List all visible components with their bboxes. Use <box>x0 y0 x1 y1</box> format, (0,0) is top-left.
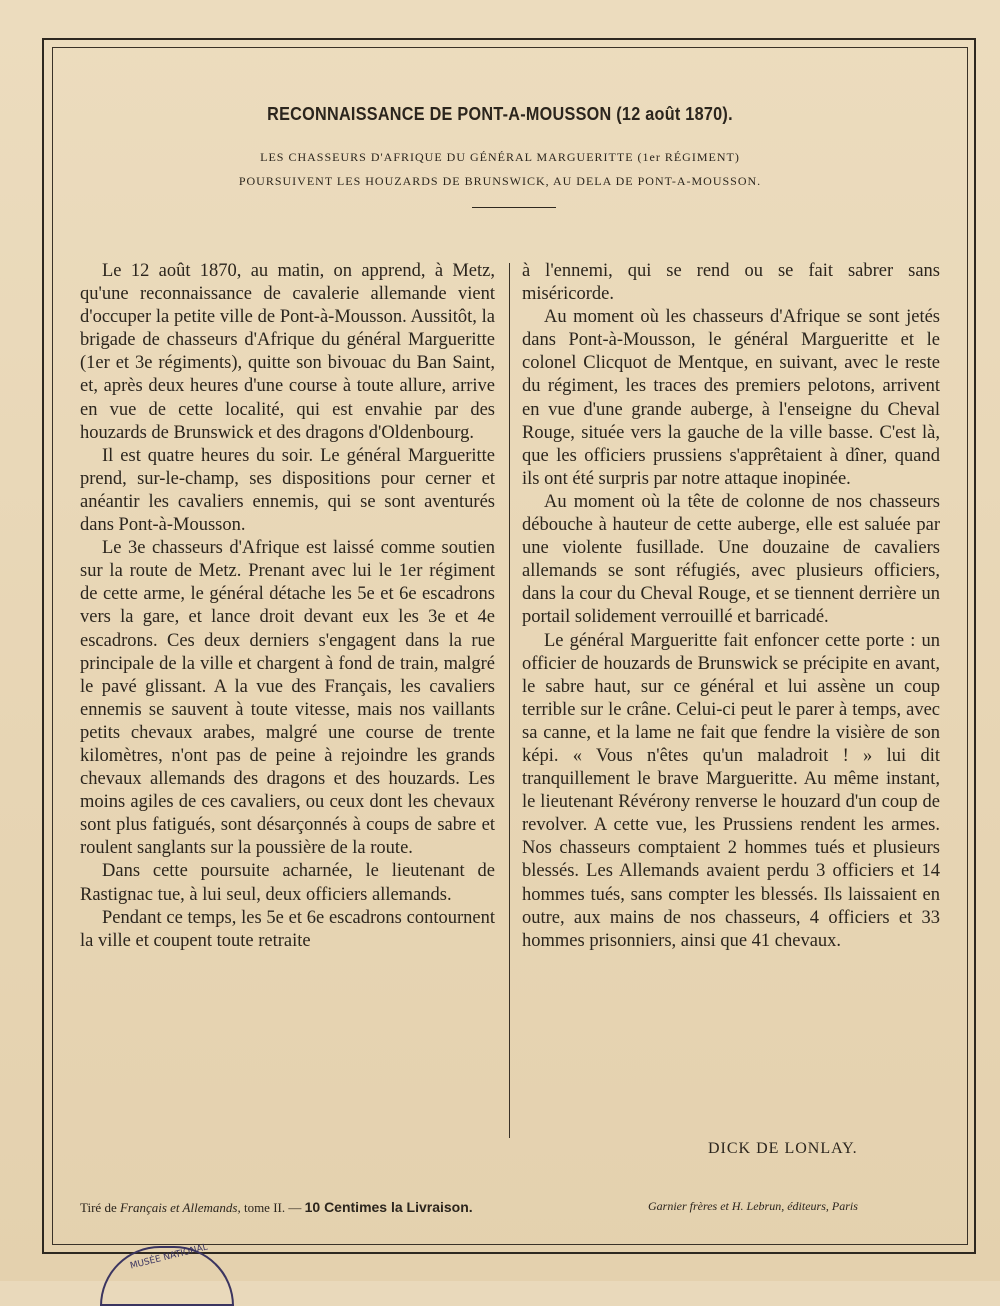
page-title: RECONNAISSANCE DE PONT-A-MOUSSON (12 août 1870). <box>267 104 733 124</box>
paragraph: Le général Margueritte fait enfoncer cette porte : un officier de houzards de Brunswick se précipite en avant, le sabre haut, sur ce général et lui assène un coup terrible sur le crâne. Celui-ci peut le parer à temps, avec sa canne, et la lame ne fait que fendre la visière de son képi. « Vous n'êtes qu'un maladroit ! » lui dit tranquillement le brave Margueritte. Au même instant, le lieutenant Révérony renverse le houzard d'un coup de revolver. A cette vue, les Prussiens rendent les armes. Nos chasseurs comptaient 2 hommes tués et plusieurs blessés. Les Allemands avaient perdu 3 officiers et 14 hommes tués, sans compter les blessés. Ils laissaient en outre, aux mains de nos chasseurs, 4 officiers et 33 hommes prisonniers, ainsi que 41 chevaux. <box>522 630 940 951</box>
paragraph: Le 12 août 1870, au matin, on apprend, à Metz, qu'une reconnaissance de cavalerie allemande vient d'occuper la petite ville de Pont-à-Mousson. Aussitôt, la brigade de chasseurs d'Afrique du général Margueritte (1er et 3e régiments), quitte son bivouac du Ban Saint, et, après deux heures d'une course à toute allure, arrive en vue de cette localité, qui est envahie par des houzards de Brunswick et des dragons d'Oldenbourg. <box>80 261 495 443</box>
footer-source <box>80 1199 473 1216</box>
paragraph: Le 3e chasseurs d'Afrique est laissé comme soutien sur la route de Metz. Prenant avec lui le 1er régiment de cette arme, le général détache les 5e et 6e escadrons vers la gare, et lance droit devant eux les 3e et 4e escadrons. Ces deux derniers s'engagent dans la rue principale de la ville et chargent à fond de train, malgré le pavé glissant. A la vue des Français, les cavaliers ennemis se sauvent à toute vitesse, mais nos vaillants petits chevaux arabes, malgré une course de trente kilomètres, n'ont pas de peine à rejoindre les grands chevaux allemands des dragons et des houzards. Les moins agiles de ces cavaliers, ou ceux dont les chevaux sont plus fatigués, sont désarçonnés à coups de sabre et roulent sanglants sur la poussière de la route. <box>80 538 495 859</box>
paragraph: Au moment où les chasseurs d'Afrique se sont jetés dans Pont-à-Mousson, le général Margueritte et le colonel Clicquot de Mentque, en suivant, avec le reste du régiment, les traces des premiers pelotons, arrivent en vue d'une grande auberge, à l'enseigne du Cheval Rouge, située vers la gauche de la ville basse. C'est là, que les officiers prussiens s'apprêtaient à dîner, quand ils ont été surpris par notre attaque inopinée. <box>522 307 940 489</box>
paragraph: Pendant ce temps, les 5e et 6e escadrons contournent la ville et coupent toute retraite <box>80 907 495 951</box>
author-signature: DICK DE LONLAY. <box>708 1140 858 1157</box>
footer-source-volume: tome II. — <box>243 1200 302 1215</box>
right-column <box>522 260 940 953</box>
footer-price: 10 Centimes la Livraison. <box>304 1199 473 1215</box>
subtitle-line-2: POURSUIVENT LES HOUZARDS DE BRUNSWICK, AU DELA DE PONT-A-MOUSSON. <box>238 174 762 188</box>
museum-stamp-text: MUSÉE NATIONAL <box>129 1242 209 1272</box>
column-divider <box>509 263 510 1138</box>
paragraph: Au moment où la tête de colonne de nos chasseurs débouche à hauteur de cette auberge, elle est saluée par une violente fusillade. Une douzaine de cavaliers allemands se sont réfugiés, avec plusieurs officiers, dans la cour du Cheval Rouge, et se tiennent derrière un portail solidement verrouillé et barricadé. <box>522 491 940 628</box>
footer-publisher: Garnier frères et H. Lebrun, éditeurs, Paris <box>648 1199 858 1213</box>
title-rule <box>472 207 556 208</box>
left-column <box>80 260 495 953</box>
paragraph: Il est quatre heures du soir. Le général Margueritte prend, sur-le-champ, ses dispositions pour cerner et anéantir les cavaliers ennemis, qui se sont aventurés dans Pont-à-Mousson. <box>80 445 495 536</box>
paragraph: à l'ennemi, qui se rend ou se fait sabrer sans miséricorde. <box>522 261 940 305</box>
subtitle-line-1: LES CHASSEURS D'AFRIQUE DU GÉNÉRAL MARGUERITTE (1er RÉGIMENT) <box>260 150 740 164</box>
footer-source-prefix: Tiré de <box>80 1200 117 1215</box>
paragraph: Dans cette poursuite acharnée, le lieutenant de Rastignac tue, à lui seul, deux officiers allemands. <box>80 861 495 905</box>
footer-source-title: Français et Allemands, <box>119 1200 241 1215</box>
